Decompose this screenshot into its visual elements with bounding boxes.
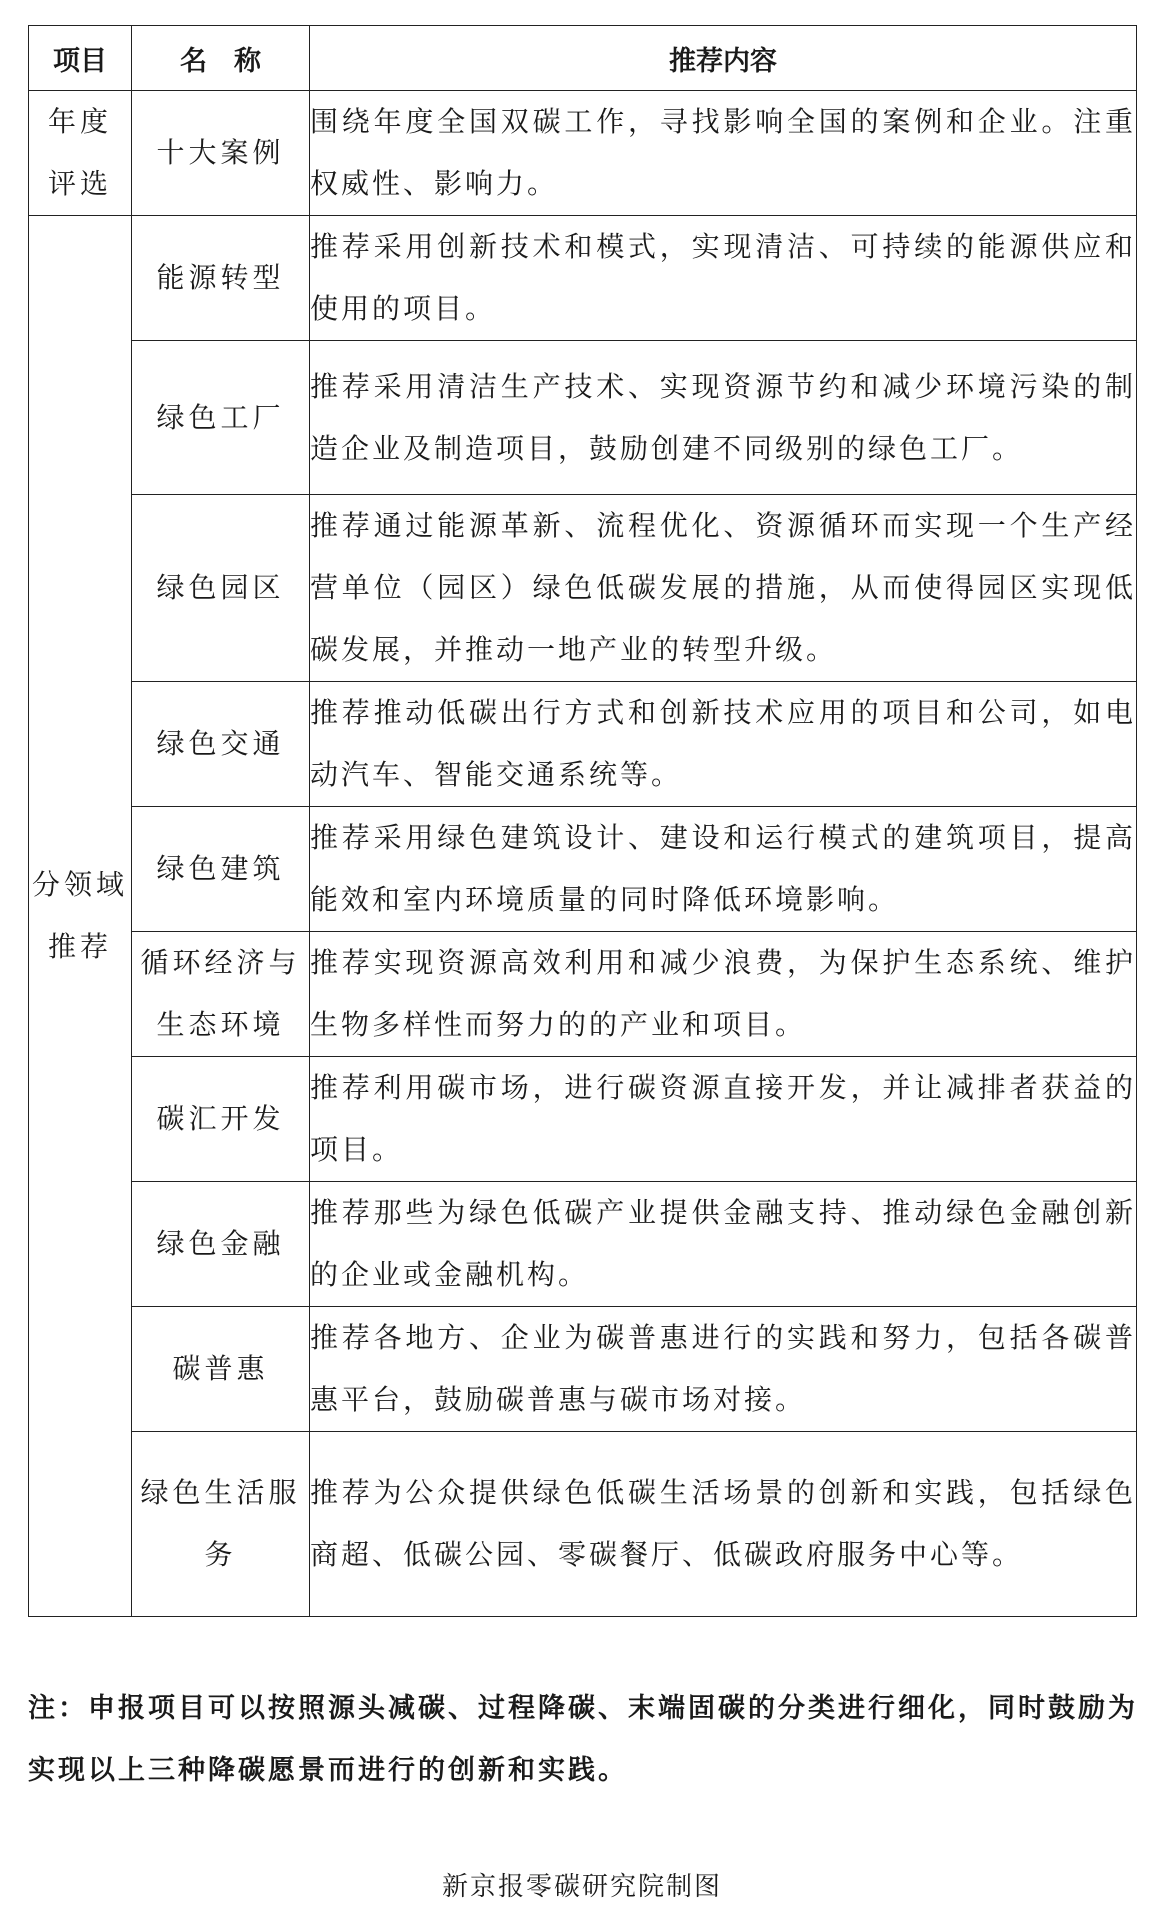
- table-row: [29, 341, 1137, 495]
- table-row: [29, 1307, 1137, 1432]
- name-cell: [132, 1307, 310, 1432]
- name-cell: [132, 216, 310, 341]
- table-row: [29, 216, 1137, 341]
- item-name: 十大案例: [156, 136, 285, 169]
- name-cell: [132, 1057, 310, 1182]
- table-row: [29, 807, 1137, 932]
- table-row: [29, 1057, 1137, 1182]
- item-name: 绿色金融: [156, 1227, 285, 1260]
- item-name: 能源转型: [156, 261, 285, 294]
- table-row: [29, 495, 1137, 682]
- name-cell: [132, 1182, 310, 1307]
- name-cell: [132, 807, 310, 932]
- table-header-row: [29, 26, 1137, 91]
- desc-cell: 推荐采用清洁生产技术、实现资源节约和减少环境污染的制造企业及制造项目，鼓励创建不同级别的绿色工厂。: [310, 341, 1137, 495]
- item-name: 绿色工厂: [156, 400, 285, 434]
- name-cell: [132, 495, 310, 682]
- desc-cell: 推荐利用碳市场，进行碳资源直接开发，并让减排者获益的项目。: [310, 1057, 1137, 1182]
- desc-cell: 推荐通过能源革新、流程优化、资源循环而实现一个生产经营单位（园区）绿色低碳发展的措施，从而使得园区实现低碳发展，并推动一地产业的转型升级。: [310, 495, 1137, 682]
- category-cell-annual: [29, 91, 132, 216]
- desc-cell: 推荐为公众提供绿色低碳生活场景的创新和实践，包括绿色商超、低碳公园、零碳餐厅、低碳政府服务中心等。: [310, 1432, 1137, 1617]
- item-name: 绿色交通: [156, 727, 285, 760]
- name-cell: [132, 932, 310, 1057]
- desc-cell: 推荐各地方、企业为碳普惠进行的实践和努力，包括各碳普惠平台，鼓励碳普惠与碳市场对接。: [310, 1307, 1137, 1432]
- table-footnote: 注：申报项目可以按照源头减碳、过程降碳、末端固碳的分类进行细化，同时鼓励为实现以上三种降碳愿景而进行的创新和实践。: [28, 1693, 1138, 1786]
- header-name: 名 称: [132, 26, 310, 91]
- name-cell: [132, 341, 310, 495]
- item-name: 绿色建筑: [156, 852, 285, 885]
- table-row: [29, 1432, 1137, 1617]
- item-name: 绿色生活服务: [140, 1476, 301, 1571]
- name-cell: [132, 91, 310, 216]
- desc-cell: 围绕年度全国双碳工作，寻找影响全国的案例和企业。注重权威性、影响力。: [310, 91, 1137, 216]
- item-name: 循环经济与生态环境: [140, 946, 301, 1041]
- category-cell-domain: [29, 216, 132, 1617]
- item-name: 绿色园区: [156, 571, 285, 604]
- desc-cell: 推荐那些为绿色低碳产业提供金融支持、推动绿色金融创新的企业或金融机构。: [310, 1182, 1137, 1307]
- recommendation-table: [28, 25, 1137, 1617]
- desc-cell: 推荐采用创新技术和模式，实现清洁、可持续的能源供应和使用的项目。: [310, 216, 1137, 341]
- header-project: 项目: [29, 26, 132, 91]
- category-label: 分领域 推荐: [31, 868, 128, 963]
- name-cell: [132, 682, 310, 807]
- table-row: [29, 91, 1137, 216]
- name-cell: [132, 1432, 310, 1617]
- desc-cell: 推荐推动低碳出行方式和创新技术应用的项目和公司，如电动汽车、智能交通系统等。: [310, 682, 1137, 807]
- category-label: 年度 评选: [47, 105, 112, 200]
- desc-cell: 推荐采用绿色建筑设计、建设和运行模式的建筑项目，提高能效和室内环境质量的同时降低环境影响。: [310, 807, 1137, 932]
- source-credit: 新京报零碳研究院制图: [441, 1872, 722, 1902]
- table-row: [29, 932, 1137, 1057]
- header-content: 推荐内容: [310, 26, 1137, 91]
- item-name: 碳普惠: [172, 1352, 269, 1385]
- table-row: [29, 682, 1137, 807]
- desc-cell: 推荐实现资源高效利用和减少浪费，为保护生态系统、维护生物多样性而努力的的产业和项目。: [310, 932, 1137, 1057]
- item-name: 碳汇开发: [156, 1102, 285, 1135]
- table-row: [29, 1182, 1137, 1307]
